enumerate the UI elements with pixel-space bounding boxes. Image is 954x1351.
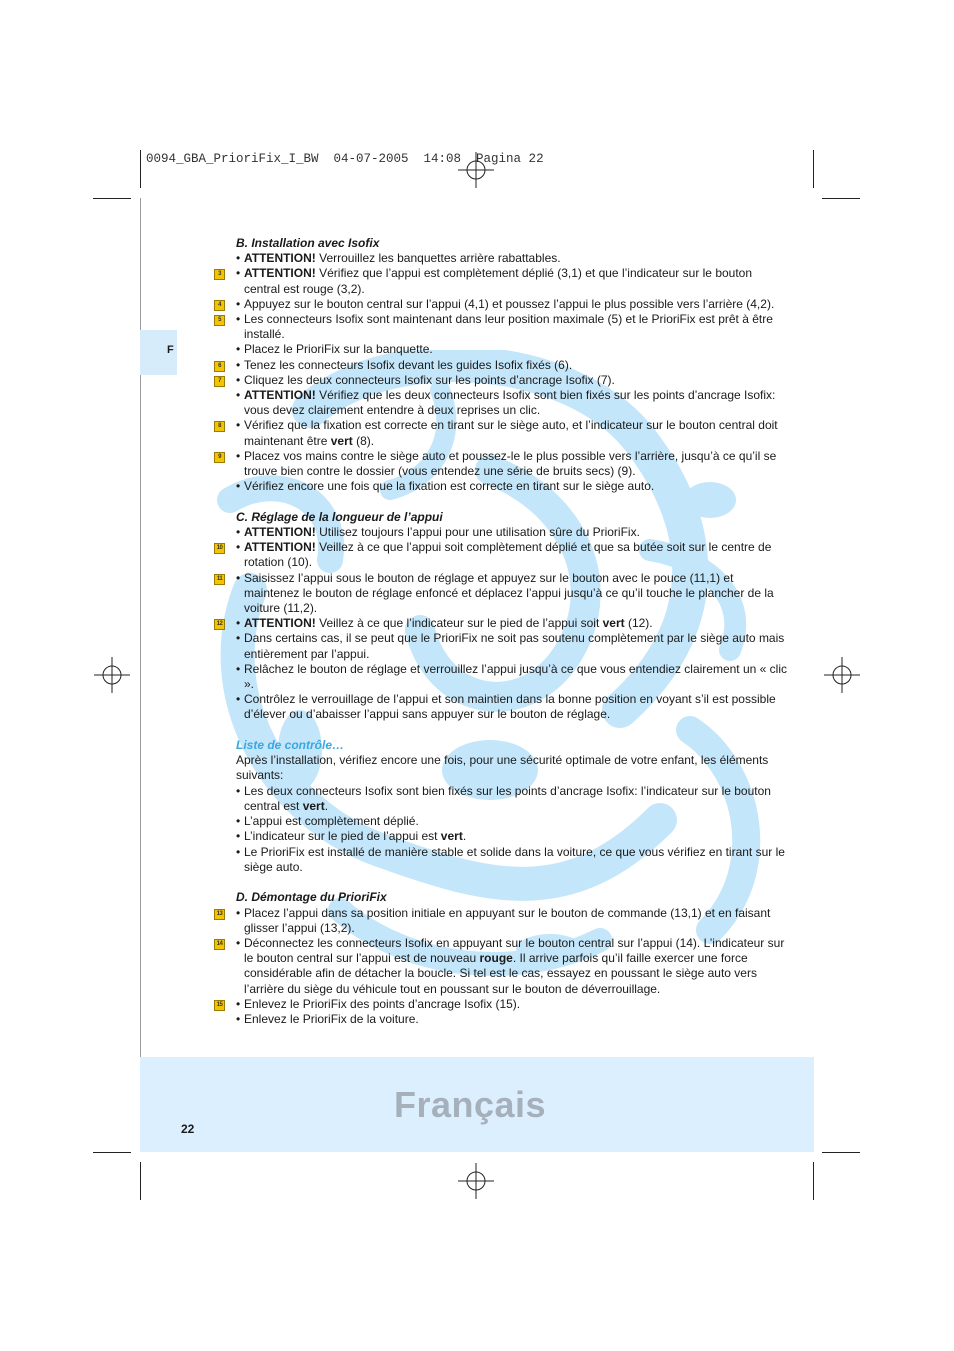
crop-mark-bl-v	[140, 1162, 141, 1200]
bullet-text: Enlevez le PrioriFix de la voiture.	[244, 1011, 419, 1026]
side-tab-label: F	[167, 344, 174, 356]
bullet-item	[236, 845, 787, 875]
figure-number-badge: • 5	[214, 315, 225, 326]
bullet-text: Contrôlez le verrouillage de l’appui et son maintien dans la bonne position en voyant s’il est possible d’élever ou d’abaisser l’appui sans appuyer sur le bouton de réglage.	[244, 692, 776, 722]
bullet-text: L’appui est complètement déplié.	[244, 814, 419, 829]
bullet-item	[218, 296, 787, 312]
bullet-text: Vérifiez que l’appui est complètement déplié (3,1) et que l’indicateur sur le bouton central est rouge (3,2).	[244, 266, 753, 296]
bullet-item	[236, 342, 787, 357]
bullet-text: Saisissez l’appui sous le bouton de réglage et appuyez sur le bouton avec le pouce (11,1) et maintenez le bouton de réglage enfoncé et déplacez l’appui jusqu’à ce qu’il touche le plancher de la voiture (11,2).	[244, 570, 774, 616]
bullet-item	[216, 905, 787, 936]
bullet-text: Appuyez sur le bouton central sur l’appui (4,1) et poussez l’appui le plus possible vers l’arrière (4,2).	[244, 296, 775, 311]
bullet-item	[216, 935, 787, 997]
page-number: 22	[181, 1122, 195, 1136]
bullet-item	[236, 784, 787, 814]
attention-label: ATTENTION!	[244, 266, 316, 281]
bullet-text: Dans certains cas, il se peut que le PrioriFix ne soit pas soutenu complètement par le siège auto mais entièrement par l’appui.	[244, 631, 785, 661]
figure-number-badge: • 14	[214, 939, 225, 950]
instruction-section	[0, 510, 954, 723]
crop-mark-br-h	[822, 1152, 860, 1153]
bullet-text: Déconnectez les connecteurs Isofix en appuyant sur le bouton central sur l’appui (14). L’indicateur sur le bouton central sur l’appui est de nouveau	[244, 935, 785, 966]
bullet-item	[216, 540, 787, 570]
crop-mark-tr-v	[813, 150, 814, 188]
bullet-item	[218, 357, 787, 373]
bullet-text: Veillez à ce que l’appui soit complètement déplié et que sa butée soit sur le centre de rotation (10).	[244, 540, 772, 570]
bullet-text: Relâchez le bouton de réglage et verrouillez l’appui jusqu’à ce que vous entendiez clairement un « clic ».	[244, 661, 787, 692]
section-title: D. Démontage du PrioriFix	[236, 890, 387, 905]
bullet-text: Cliquez les deux connecteurs Isofix sur les points d’ancrage Isofix (7).	[244, 372, 615, 387]
figure-number-badge: • 3	[214, 269, 225, 280]
figure-number-badge: • 4	[214, 300, 225, 311]
emphasis-word: rouge	[479, 951, 513, 966]
bullet-item	[218, 418, 787, 448]
bullet-item	[236, 479, 787, 494]
bullet-item	[236, 388, 787, 418]
bullet-text: Veillez à ce que l’indicateur sur le pied de l’appui soit	[315, 616, 603, 631]
bullet-item	[236, 631, 787, 661]
bullet-item	[236, 814, 787, 829]
figure-number-badge: • 9	[214, 452, 225, 463]
bullet-text: Placez vos mains contre le siège auto et poussez-le le plus possible vers l’arrière, jusqu’à ce qu’il se trouve bien contre le dossier (vous entendez une série de bruits secs) (9).	[244, 448, 777, 479]
section-intro: Après l’installation, vérifiez encore une fois, pour une sécurité optimale de votre enfant, les éléments suivants:	[236, 753, 769, 783]
attention-label: ATTENTION!	[244, 540, 316, 555]
instruction-section	[0, 890, 954, 1027]
bullet-text: L’indicateur sur le pied de l’appui est	[244, 829, 441, 844]
crop-mark-tl-v	[140, 150, 141, 188]
registration-mark-top-icon	[458, 152, 494, 188]
bullet-item	[218, 372, 787, 388]
bullet-text: Utilisez toujours l’appui pour une utilisation sûre du PrioriFix.	[315, 525, 640, 540]
emphasis-word: vert	[330, 433, 353, 448]
instructions-body	[0, 236, 954, 1043]
bullet-item	[236, 692, 787, 722]
bullet-text-after: . Il arrive parfois qu’il faille exercer une force considérable afin de détacher la boucle. Si tel est le cas, essayez en poussant le siège auto vers l’arrière du siège du véhicule tout en poussant sur le bouton de déverrouillage.	[244, 951, 757, 996]
figure-number-badge: • 10	[214, 543, 225, 554]
bullet-text: Placez le PrioriFix sur la banquette.	[244, 342, 433, 357]
figure-number-badge: • 7	[214, 376, 225, 387]
bullet-text: Verrouillez les banquettes arrière rabattables.	[315, 251, 561, 266]
bullet-item	[236, 662, 787, 692]
footer-language-title: Français	[394, 1084, 547, 1125]
crop-mark-br-v	[813, 1162, 814, 1200]
section-title: C. Réglage de la longueur de l’appui	[236, 509, 443, 524]
instruction-section	[0, 236, 954, 494]
bullet-text: Les connecteurs Isofix sont maintenant dans leur position maximale (5) et le PrioriFix est prêt à être installé.	[244, 312, 773, 342]
bullet-text-after: .	[324, 798, 329, 813]
bullet-text: Vérifiez encore une fois que la fixation est correcte en tirant sur le siège auto.	[244, 479, 655, 494]
emphasis-word: vert	[302, 798, 325, 813]
bullet-text-after: (8).	[352, 433, 375, 448]
bullet-item	[236, 251, 787, 266]
bullet-text: Placez l’appui dans sa position initiale en appuyant sur le bouton de commande (13,1) et en faisant glisser l’appui (13,2).	[244, 905, 771, 935]
figure-number-badge: • 13	[214, 909, 225, 920]
attention-label: ATTENTION!	[244, 251, 316, 266]
figure-number-badge: • 15	[214, 1000, 225, 1011]
figure-number-badge: • 8	[214, 421, 225, 432]
attention-label: ATTENTION!	[244, 616, 316, 631]
bullet-text: Enlevez le PrioriFix des points d’ancrage Isofix (15).	[244, 996, 521, 1011]
crop-mark-bl-h	[93, 1152, 131, 1153]
figure-number-badge: • 11	[214, 574, 225, 585]
emphasis-word: vert	[440, 829, 463, 844]
crop-mark-tr-h	[822, 198, 860, 199]
section-title: B. Installation avec Isofix	[236, 236, 380, 250]
attention-label: ATTENTION!	[244, 525, 316, 540]
bullet-text: Vérifiez que les deux connecteurs Isofix sont bien fixés sur les points d’ancrage Isofix: vous devez clairement entendre à deux reprises un clic.	[244, 388, 776, 418]
emphasis-word: vert	[602, 616, 625, 631]
bullet-item	[218, 266, 787, 296]
bullet-text: Les deux connecteurs Isofix sont bien fixés sur les points d’ancrage Isofix: l’indicateur sur le bouton central est	[244, 783, 771, 813]
bullet-item	[216, 996, 787, 1012]
bullet-item	[218, 448, 787, 479]
instruction-section	[0, 738, 954, 875]
bullet-text-after: (12).	[624, 616, 653, 631]
section-title: Liste de contrôle…	[236, 738, 345, 753]
registration-mark-bottom-icon	[458, 1163, 494, 1199]
bullet-item	[236, 829, 787, 844]
bullet-text-after: .	[462, 829, 467, 844]
figure-number-badge: • 6	[214, 361, 225, 372]
bullet-text: Vérifiez que la fixation est correcte en tirant sur le siège auto, et l’indicateur sur le bouton central doit maintenant être	[244, 418, 778, 448]
bullet-item	[216, 616, 787, 631]
crop-mark-tl-h	[93, 198, 131, 199]
attention-label: ATTENTION!	[244, 388, 316, 403]
print-slug: 0094_GBA_PrioriFix_I_BW 04-07-2005 14:08 Pagina 22	[146, 152, 544, 166]
bullet-item	[218, 312, 787, 342]
bullet-item	[216, 570, 787, 617]
bullet-item	[236, 1012, 787, 1027]
figure-number-badge: • 12	[214, 619, 225, 630]
bullet-item	[236, 525, 787, 540]
bullet-text: Tenez les connecteurs Isofix devant les guides Isofix fixés (6).	[244, 357, 573, 372]
bullet-text: Le PrioriFix est installé de manière stable et solide dans la voiture, ce que vous vérifiez en tirant sur le siège auto.	[244, 844, 785, 874]
